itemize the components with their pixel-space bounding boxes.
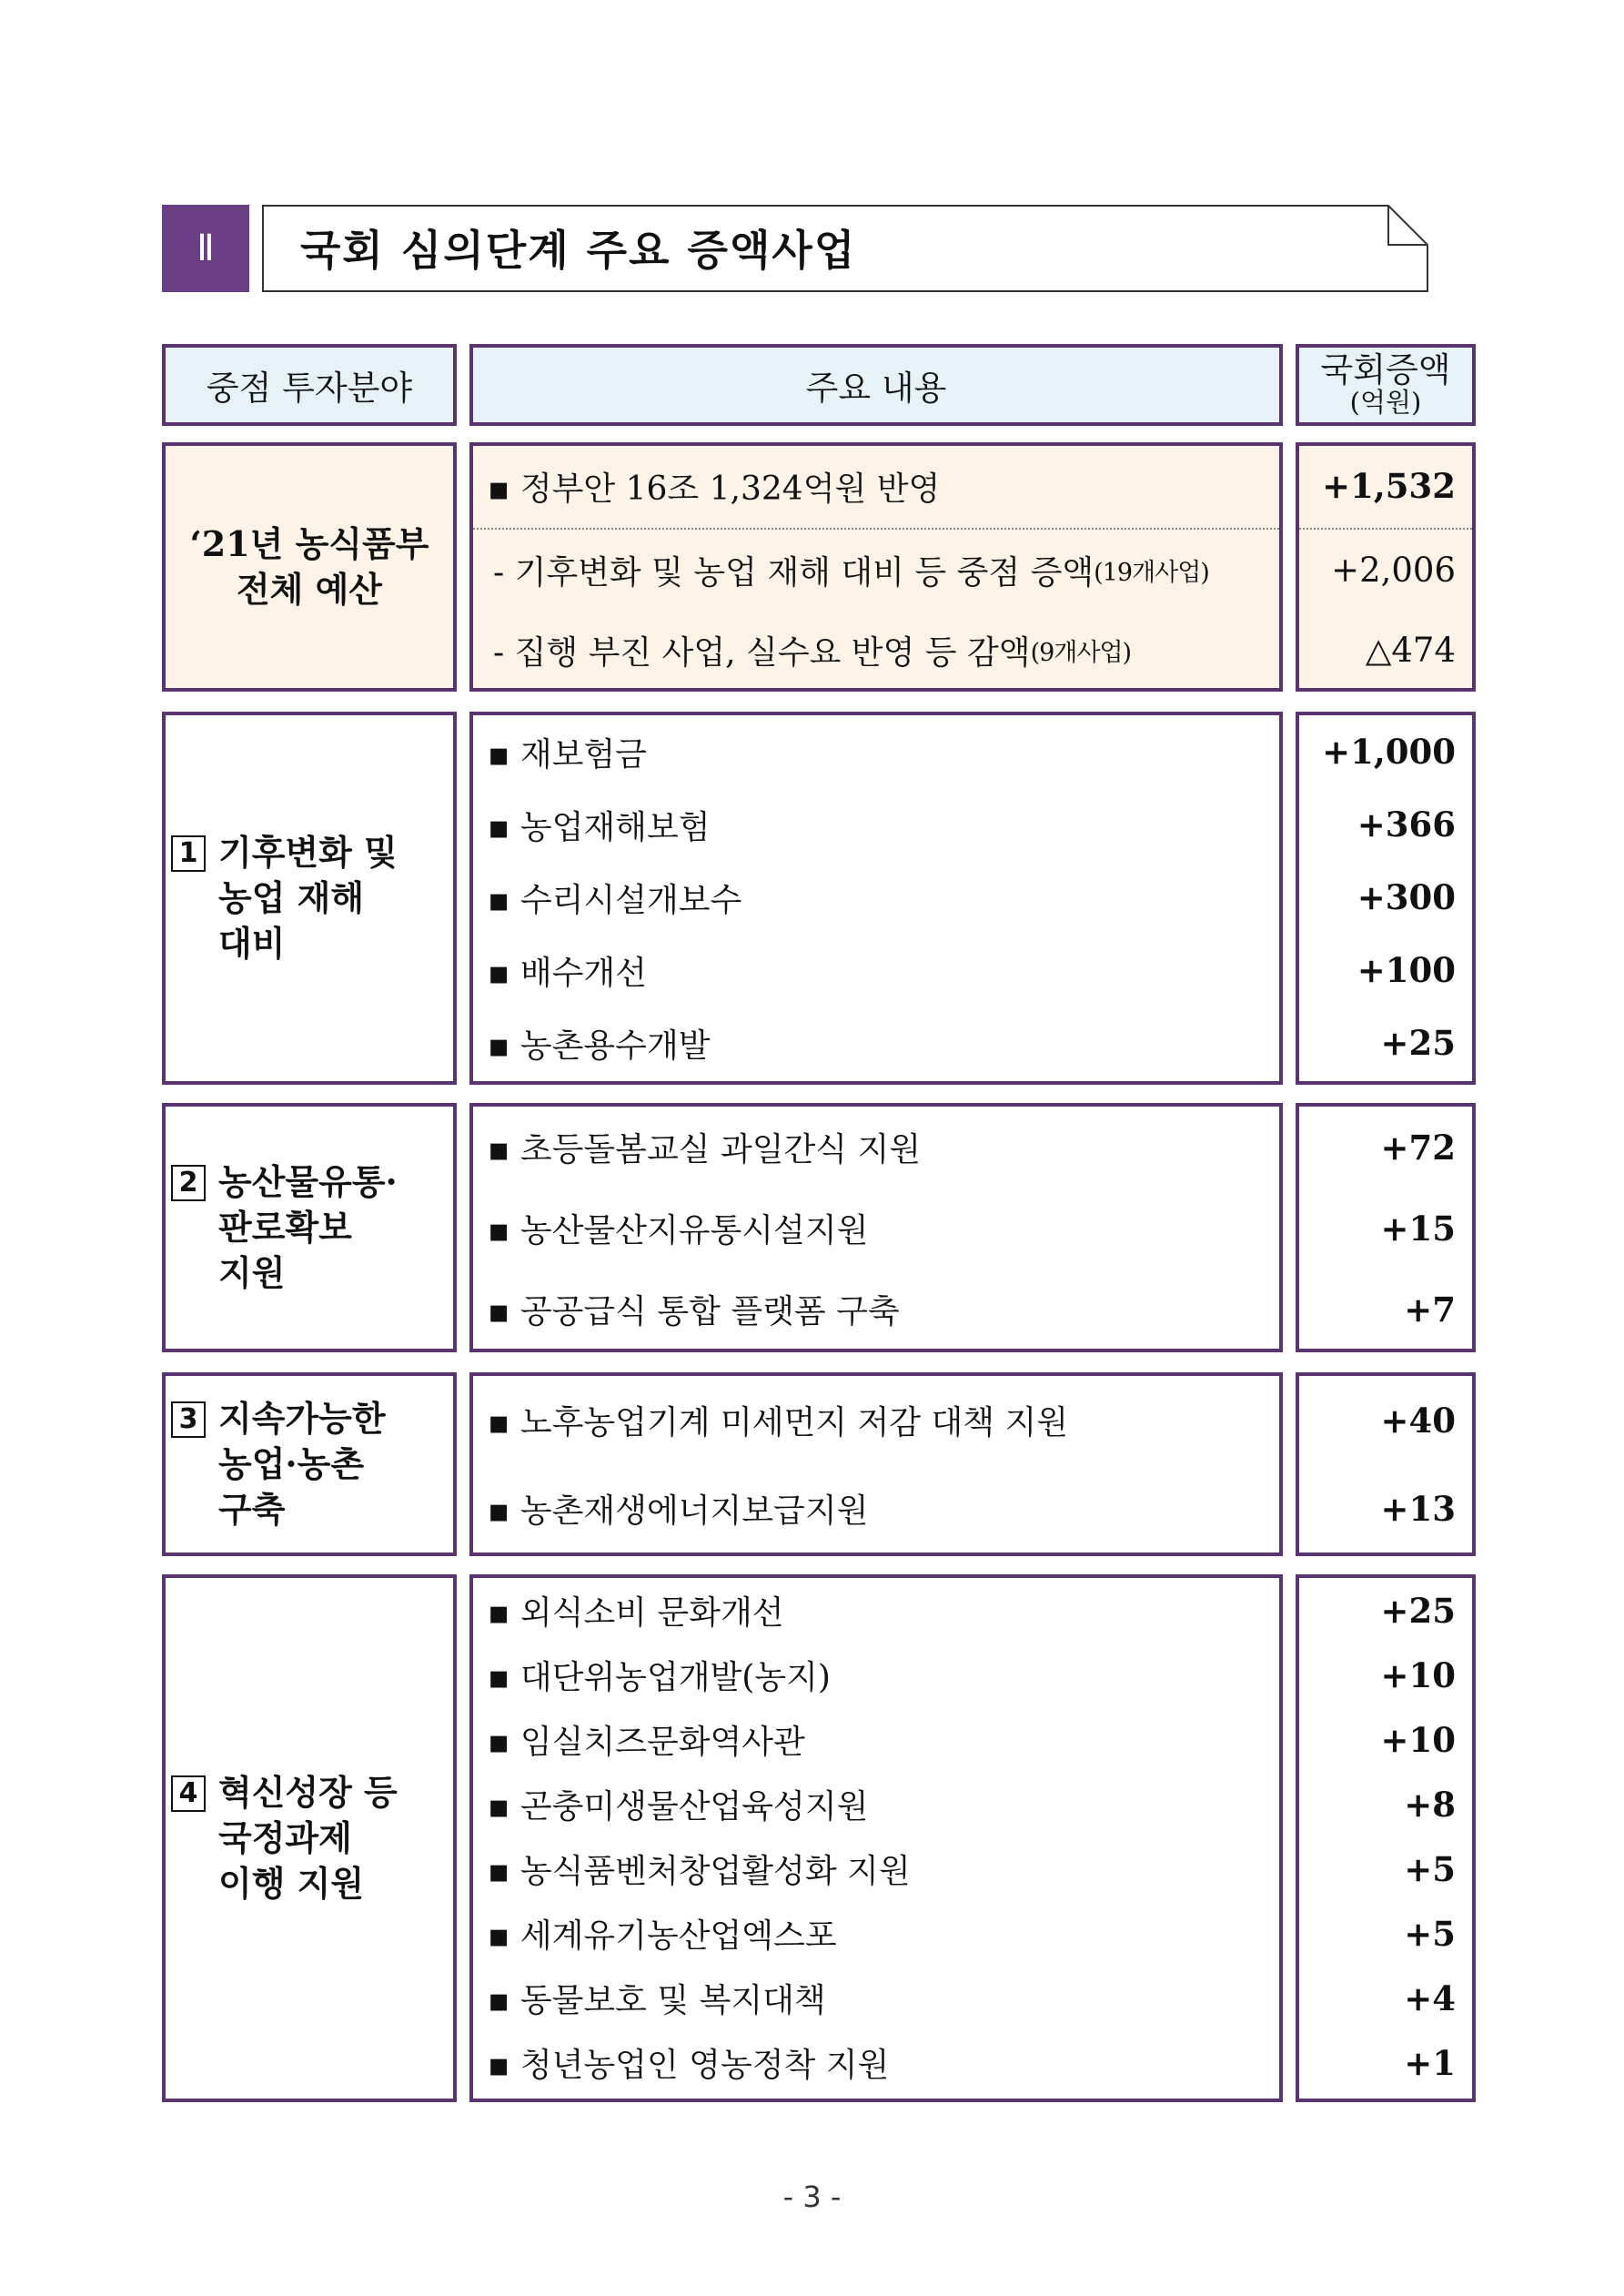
item-text: ▪ 초등돌봄교실 과일간식 지원 bbox=[488, 1131, 922, 1168]
group-category-4 bbox=[162, 1574, 457, 2102]
list-item bbox=[473, 1901, 1279, 1966]
list-item bbox=[473, 1006, 1279, 1079]
header-amount-unit: (억원) bbox=[1349, 387, 1422, 419]
overview-item-text: ▪ 정부안 16조 1,324억원 반영 bbox=[488, 470, 941, 508]
section-title-bar bbox=[162, 205, 1428, 292]
item-amount: +100 bbox=[1357, 950, 1456, 990]
item-amount: +10 bbox=[1380, 1654, 1456, 1695]
section-title-box bbox=[262, 205, 1428, 290]
item-amount: +5 bbox=[1404, 1848, 1456, 1889]
group-amounts-2 bbox=[1296, 1103, 1476, 1352]
list-item bbox=[473, 1107, 1279, 1188]
list-item bbox=[473, 788, 1279, 861]
group-content-4 bbox=[469, 1574, 1283, 2102]
group-amounts-3 bbox=[1296, 1372, 1476, 1556]
page-number: - 3 - bbox=[782, 2180, 842, 2214]
group-label-line: 농업·농촌 bbox=[218, 1442, 365, 1484]
overview-item bbox=[473, 610, 1279, 690]
group-label-line: 지속가능한 bbox=[218, 1397, 386, 1439]
item-text: ▪ 농식품벤처창업활성화 지원 bbox=[488, 1853, 911, 1890]
item-text: ▪ 농업재해보험 bbox=[488, 808, 711, 846]
overview-item-note: (9개사업) bbox=[1030, 638, 1132, 667]
overview-category-line2: 전체 예산 bbox=[236, 569, 383, 610]
group-label-line: 이행 지원 bbox=[218, 1863, 365, 1905]
overview-category-line1: ‘21년 농식품부 bbox=[189, 522, 429, 564]
group-label-line: 기후변화 및 bbox=[218, 831, 398, 873]
section-number-badge: Ⅱ bbox=[162, 205, 249, 292]
overview-category bbox=[162, 442, 457, 692]
header-amount bbox=[1296, 344, 1476, 426]
list-item bbox=[473, 1188, 1279, 1269]
overview-amounts bbox=[1296, 442, 1476, 692]
item-amount: +7 bbox=[1404, 1289, 1456, 1330]
group-label-line: 국정과제 bbox=[218, 1816, 352, 1858]
group-label-line: 농산물유통· bbox=[218, 1160, 398, 1202]
list-item bbox=[473, 1643, 1279, 1707]
overview-amount: +1,532 bbox=[1322, 466, 1456, 506]
list-item bbox=[473, 1464, 1279, 1553]
group-number-badge: 2 bbox=[171, 1165, 206, 1201]
header-content: 주요 내용 bbox=[469, 344, 1283, 426]
item-text: ▪ 농촌용수개발 bbox=[488, 1027, 711, 1065]
item-text: ▪ 세계유기농산업엑스포 bbox=[488, 1917, 837, 1955]
item-amount: +1,000 bbox=[1322, 732, 1456, 772]
item-text: ▪ 배수개선 bbox=[488, 954, 647, 992]
group-number-badge: 4 bbox=[171, 1775, 206, 1812]
group-amounts-4 bbox=[1296, 1574, 1476, 2102]
group-content-3 bbox=[469, 1372, 1283, 1556]
item-amount: +15 bbox=[1380, 1208, 1456, 1249]
group-number-badge: 1 bbox=[171, 835, 206, 872]
item-amount: +4 bbox=[1404, 1977, 1456, 2018]
item-text: ▪ 수리시설개보수 bbox=[488, 881, 742, 919]
item-text: ▪ 임실치즈문화역사관 bbox=[488, 1724, 805, 1761]
item-amount: +25 bbox=[1380, 1590, 1456, 1631]
header-category: 중점 투자분야 bbox=[162, 344, 457, 426]
overview-amount: +2,006 bbox=[1331, 550, 1456, 590]
item-amount: +5 bbox=[1404, 1913, 1456, 1954]
group-number-badge: 3 bbox=[171, 1401, 206, 1438]
overview-item-text: - 기후변화 및 농업 재해 대비 등 중점 증액 bbox=[493, 553, 1094, 592]
overview-content bbox=[469, 442, 1283, 692]
item-text: ▪ 농산물산지유통시설지원 bbox=[488, 1212, 869, 1249]
item-text: ▪ 청년농업인 영농정착 지원 bbox=[488, 2047, 890, 2084]
item-text: ▪ 재보험금 bbox=[488, 735, 647, 774]
list-item bbox=[473, 2030, 1279, 2095]
item-amount: +25 bbox=[1380, 1023, 1456, 1063]
item-amount: +300 bbox=[1357, 877, 1456, 917]
group-label-line: 대비 bbox=[218, 923, 286, 965]
item-text: ▪ 곤충미생물산업육성지원 bbox=[488, 1788, 869, 1826]
item-amount: +13 bbox=[1380, 1488, 1456, 1529]
group-category-1 bbox=[162, 712, 457, 1085]
list-item bbox=[473, 1376, 1279, 1464]
group-content-2 bbox=[469, 1103, 1283, 1352]
item-amount: +366 bbox=[1357, 804, 1456, 845]
item-amount: +1 bbox=[1404, 2042, 1456, 2083]
group-category-2 bbox=[162, 1103, 457, 1352]
group-label-line: 구축 bbox=[218, 1489, 286, 1531]
group-amounts-1 bbox=[1296, 712, 1476, 1085]
group-label-line: 지원 bbox=[218, 1252, 286, 1294]
list-item bbox=[473, 1772, 1279, 1836]
list-item bbox=[473, 861, 1279, 934]
overview-item bbox=[473, 446, 1279, 526]
item-text: ▪ 동물보호 및 복지대책 bbox=[488, 1982, 826, 2019]
item-amount: +8 bbox=[1404, 1784, 1456, 1825]
item-amount: +72 bbox=[1380, 1127, 1456, 1168]
list-item bbox=[473, 1269, 1279, 1350]
item-text: ▪ 공공급식 통합 플랫폼 구축 bbox=[488, 1293, 900, 1330]
section-title: 국회 심의단계 주요 증액사업 bbox=[300, 226, 857, 275]
item-text: ▪ 외식소비 문화개선 bbox=[488, 1594, 784, 1632]
overview-item bbox=[473, 530, 1279, 610]
item-amount: +40 bbox=[1380, 1400, 1456, 1441]
list-item bbox=[473, 1966, 1279, 2030]
list-item bbox=[473, 715, 1279, 788]
overview-item-text: - 집행 부진 사업, 실수요 반영 등 감액 bbox=[493, 633, 1031, 672]
group-category-3 bbox=[162, 1372, 457, 1556]
header-amount-label: 국회증액 bbox=[1320, 350, 1451, 390]
item-text: ▪ 대단위농업개발(농지) bbox=[488, 1659, 831, 1696]
group-label-line: 농업 재해 bbox=[218, 876, 365, 918]
group-label-line: 판로확보 bbox=[218, 1206, 352, 1248]
overview-amount: △474 bbox=[1365, 630, 1456, 670]
list-item bbox=[473, 1707, 1279, 1772]
overview-item-note: (19개사업) bbox=[1094, 558, 1209, 587]
item-amount: +10 bbox=[1380, 1719, 1456, 1760]
group-label-line: 혁신성장 등 bbox=[218, 1771, 398, 1813]
item-text: ▪ 농촌재생에너지보급지원 bbox=[488, 1492, 869, 1530]
list-item bbox=[473, 1578, 1279, 1643]
item-text: ▪ 노후농업기계 미세먼지 저감 대책 지원 bbox=[488, 1404, 1069, 1441]
group-content-1 bbox=[469, 712, 1283, 1085]
list-item bbox=[473, 934, 1279, 1006]
list-item bbox=[473, 1836, 1279, 1901]
